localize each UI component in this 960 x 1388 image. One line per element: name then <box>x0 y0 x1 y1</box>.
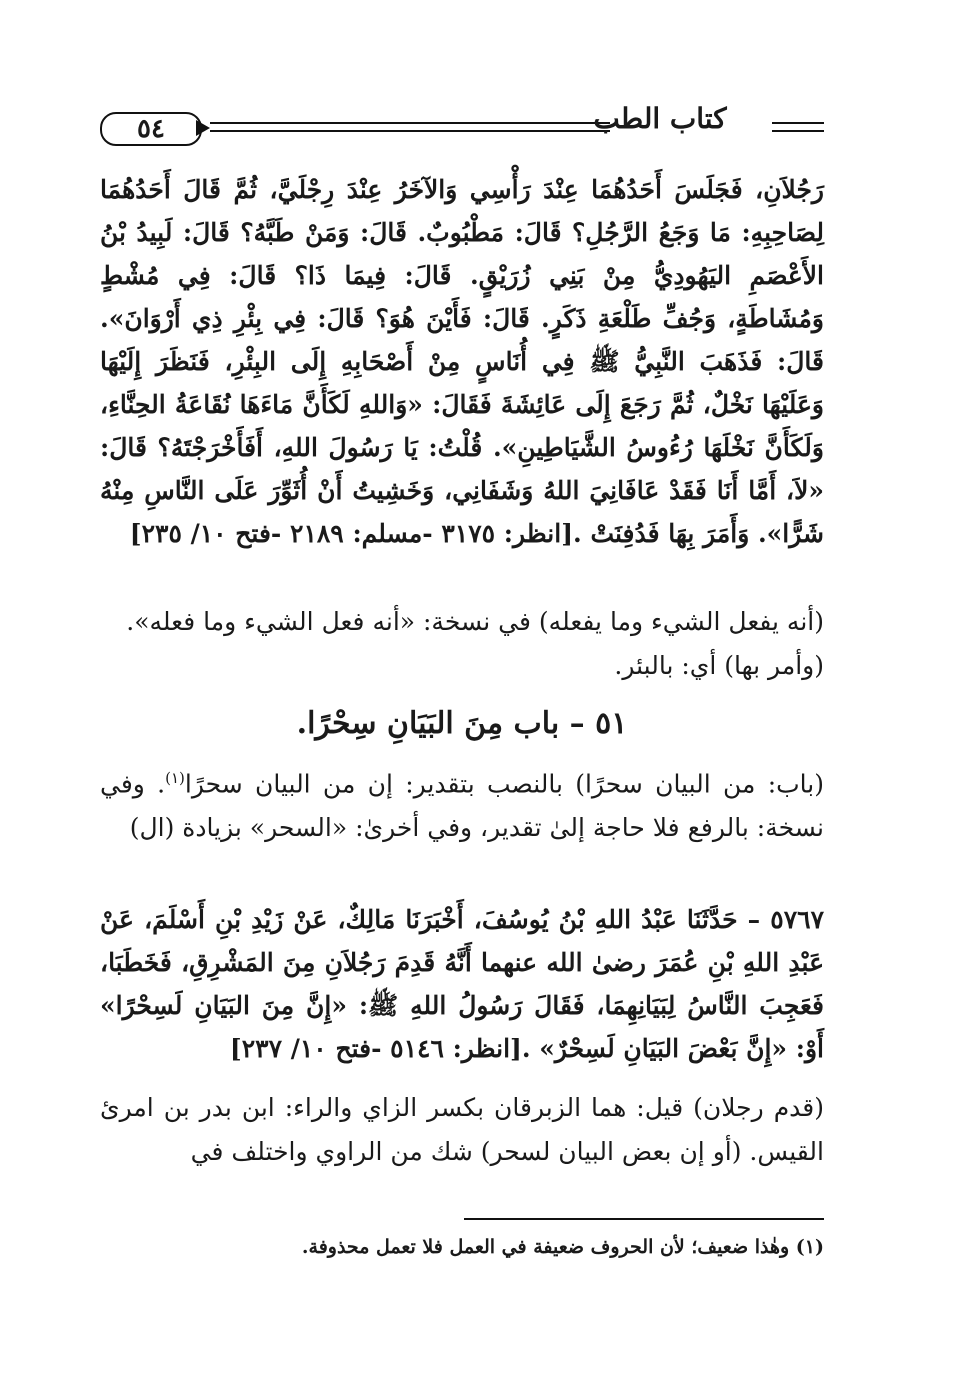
header-rule-right <box>772 122 824 124</box>
commentary-2 <box>100 756 824 850</box>
page-number: ٥٤ <box>100 112 202 146</box>
footnote-marker: (١) <box>165 769 185 787</box>
commentary-3: (قدم رجلان) قيل: هما الزبرقان بكسر الزاي والراء: ابن بدر بن امرئ القيس. (أو إن بعض البيان لسحر) شك من الراوي واختلف في <box>100 1093 824 1166</box>
hadith-text-2: ٥٧٦٧ – حَدَّثَنَا عَبْدُ اللهِ بْنُ يُوسُفَ، أَخْبَرَنَا مَالِكٌ، عَنْ زَيْدِ بْنِ أَسْلَمَ، عَنْ عَبْدِ اللهِ بْنِ عُمَرَ رضىٰ الله عنهما أَنَّهُ قَدِمَ رَجُلاَنِ مِنَ المَشْرِقِ، فَخَطَبَا، فَعَجِبَ النَّاسُ لِبَيَانِهِمَا، فَقَالَ رَسُولُ اللهِ ﷺ: «إِنَّ مِنَ البَيَانِ لَسِحْرًا» أَوْ: «إِنَّ بَعْضَ البَيَانِ لَسِحْرٌ» .[انظر: ٥١٤٦ -فتح ١٠/ ٢٣٧] <box>100 905 824 1063</box>
header-rule-left-2 <box>210 130 610 132</box>
footnote-separator <box>464 1218 824 1220</box>
commentary-1-line-2: (وأمر بها) أي: بالبئر. <box>614 651 824 680</box>
commentary-2-main: (باب: من البيان سحرًا) بالنصب بتقدير: إن من البيان سحرًا <box>184 769 824 799</box>
hadith-text-1: رَجُلاَنِ، فَجَلَسَ أَحَدُهُمَا عِنْدَ رَأْسِي وَالآخَرُ عِنْدَ رِجْلَيَّ، ثُمَّ قَالَ أَحَدُهُمَا لِصَاحِبِهِ: مَا وَجَعُ الرَّجُلِ؟ قَالَ: مَطْبُوبٌ. قَالَ: وَمَنْ طَبَّهُ؟ قَالَ: لَبِيدُ بْنُ الأَعْصَمِ اليَهُودِيُّ مِنْ بَنِي زُرَيْقٍ. قَالَ: فِيمَا ذَا؟ قَالَ: فِي مُشْطٍ وَمُشَاطَةٍ، وَجُفِّ طَلْعَةِ ذَكَرٍ. قَالَ: فَأَيْنَ هُوَ؟ قَالَ: فِي بِئْرِ ذِي أَرْوَانَ». قَالَ: فَذَهَبَ النَّبِيُّ ﷺ فِي أُنَاسٍ مِنْ أَصْحَابِهِ إِلَى البِئْرِ، فَنَظَرَ إِلَيْهَا وَعَلَيْهَا نَخْلٌ، ثُمَّ رَجَعَ إِلَى عَائِشَةَ فَقَالَ: «وَاللهِ لَكَأَنَّ مَاءَهَا نُقَاعَةُ الحِنَّاءِ، وَلَكَأَنَّ نَخْلَهَا رُءُوسُ الشَّيَاطِينِ». قُلْتُ: يَا رَسُولَ اللهِ، أَفَأَخْرَجْتَهُ؟ قَالَ: «لاَ، أَمَّا أَنَا فَقَدْ عَافَانِيَ اللهُ وَشَفَانِي، وَخَشِيتُ أَنْ أُثَوِّرَ عَلَى النَّاسِ مِنْهُ شَرًّا». وَأَمَرَ بِهَا فَدُفِنَتْ .[انظر: ٣١٧٥ -مسلم: ٢١٨٩ -فتح ١٠/ ٢٣٥] <box>100 175 824 548</box>
page-header <box>100 98 824 154</box>
commentary-2-end: . وفي نسخة: بالرفع فلا حاجة إلىٰ تقدير، وفي أخرىٰ: «السحر» بزيادة (ال) <box>100 769 824 843</box>
page-number-pointer <box>196 120 210 136</box>
running-title: كتاب الطب <box>593 102 727 135</box>
commentary-1-line-1: (أنه يفعل الشيء وما يفعله) في نسخة: «أنه فعل الشيء وما فعله». <box>126 607 824 636</box>
header-rule-left <box>210 122 610 124</box>
header-rule-right-2 <box>772 130 824 132</box>
footnote-text: (١) وهٰذا ضعيف؛ لأن الحروف ضعيفة في العمل فلا تعمل محذوفة. <box>301 1236 824 1258</box>
chapter-heading: ٥١ – باب مِنَ البَيَانِ سِحْرًا. <box>296 706 628 741</box>
